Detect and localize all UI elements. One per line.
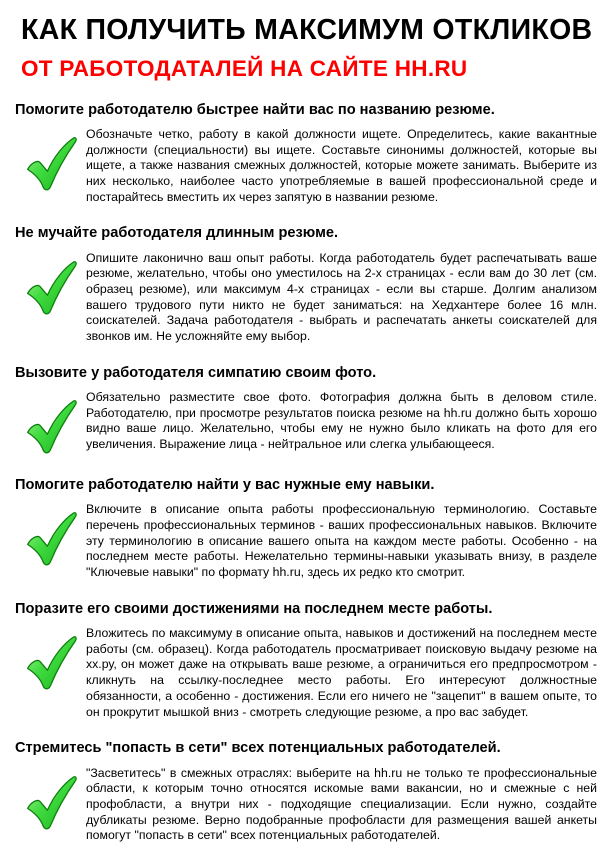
tip-heading: Помогите работодателю быстрее найти вас по названию резюме.: [15, 101, 495, 118]
tip-body: Обязательно разместите свое фото. Фотография должна быть в деловом стиле. Работодателю, при просмотре результатов поиска резюме на hh.ru должно быть хорошо видно ваше лицо. Желательно, чтобы ему не нужно было кликать на фото для его увеличения. Выражение лица - нейтральное или слегка улыбающееся.: [86, 390, 597, 452]
tips-list: [15, 101, 597, 844]
tip-heading: Вызовите у работодателя симпатию своим фото.: [15, 364, 377, 381]
tip-heading: Не мучайте работодателя длинным резюме.: [15, 225, 339, 242]
tip-body: Вложитесь по максимуму в описание опыта, навыков и достижений на последнем месте работы (см. образец). Когда работодатель просматривает поисковую выдачу резюме на хх.ру, он может даже на открывать ваше резюме, а ограничиться его предпросмотром - кликнуть на ссылку-последнее место работы. Его интересуют должностные обязанности, а особенно - достижения. Если его ничего не "зацепит" в вашем опыте, то он прокрутит мышкой вниз - смотреть следующие резюме, а про вас забудет.: [86, 626, 597, 719]
tip-section: [15, 364, 597, 457]
page-title: КАК ПОЛУЧИТЬ МАКСИМУМ ОТКЛИКОВ: [21, 14, 593, 46]
checkmark-icon: [15, 766, 86, 833]
tip-body: Опишите лаконично ваш опыт работы. Когда работодатель будет распечатывать ваше резюме, желательно, чтобы оно уместилось на 2-х страницах - если вам до 30 лет (см. образец резюме), или максимум 4-х страницах - если вы старше. Долгим анализом вашего трудового пути никто не будет заниматься: на Хедхантере более 16 млн. соискателей. Задача работодателя - выбрать и распечатать анкеты соискателей для звонков им. Не усложняйте ему выбор.: [86, 250, 597, 344]
checkmark-icon: [15, 251, 86, 318]
tip-row: [15, 502, 597, 581]
tip-row: [15, 251, 597, 345]
checkmark-icon: [15, 127, 86, 194]
tip-section: [15, 224, 597, 344]
tip-heading: Помогите работодателю найти у вас нужные ему навыки.: [15, 477, 435, 494]
checkmark-icon: [15, 626, 86, 693]
tip-row: [15, 127, 597, 206]
page-subtitle: ОТ РАБОТОДАТАЛЕЙ НА САЙТЕ HH.RU: [21, 55, 468, 81]
tip-row: [15, 626, 597, 720]
tip-section: [15, 600, 597, 720]
checkmark-icon: [15, 390, 86, 457]
tip-body: Обозначьте четко, работу в какой должности ищете. Определитесь, какие вакантные должности (специальности) вы ищете. Составьте синонимы должностей, которые вы ищете, а также названия смежных должностей, которые можете занимать. Выберите из них несколько, наиболее часто употребляемые в вашей профессиональной среде и постарайтесь вместить их через запятую в названии резюме.: [86, 126, 597, 204]
tip-row: [15, 766, 597, 845]
checkmark-icon: [15, 502, 86, 569]
tip-body: Включите в описание опыта работы профессиональную терминологию. Составьте перечень профессиональных терминов - ваших профессиональных навыков. Включите эту терминологию в описание вашего опыта на каждом месте работы. Особенно - на последнем месте работы. Нежелательно термины-навыки указывать внизу, в разделе "Ключевые навыки" по формату hh.ru, здесь их редко кто смотрит.: [86, 502, 597, 580]
tip-section: [15, 476, 597, 581]
tip-section: [15, 739, 597, 844]
tip-row: [15, 390, 597, 457]
tip-body: "Засветитесь" в смежных отраслях: выберите на hh.ru не только те профессиональные области, к которым точно относятся искомые вами вакансии, но и смежные с ней профобласти, а внутри них - подходящие специализации. Если нужно, создайте дубликаты резюме. Верно подобранные профобласти для размещения вашей анкеты помогут "попасть в сети" всех потенциальных работодателей.: [86, 765, 597, 843]
tip-heading: Стремитесь "попасть в сети" всех потенциальных работодателей.: [15, 740, 501, 757]
tip-heading: Поразите его своими достижениями на последнем месте работы.: [15, 600, 493, 617]
tip-section: [15, 101, 597, 206]
